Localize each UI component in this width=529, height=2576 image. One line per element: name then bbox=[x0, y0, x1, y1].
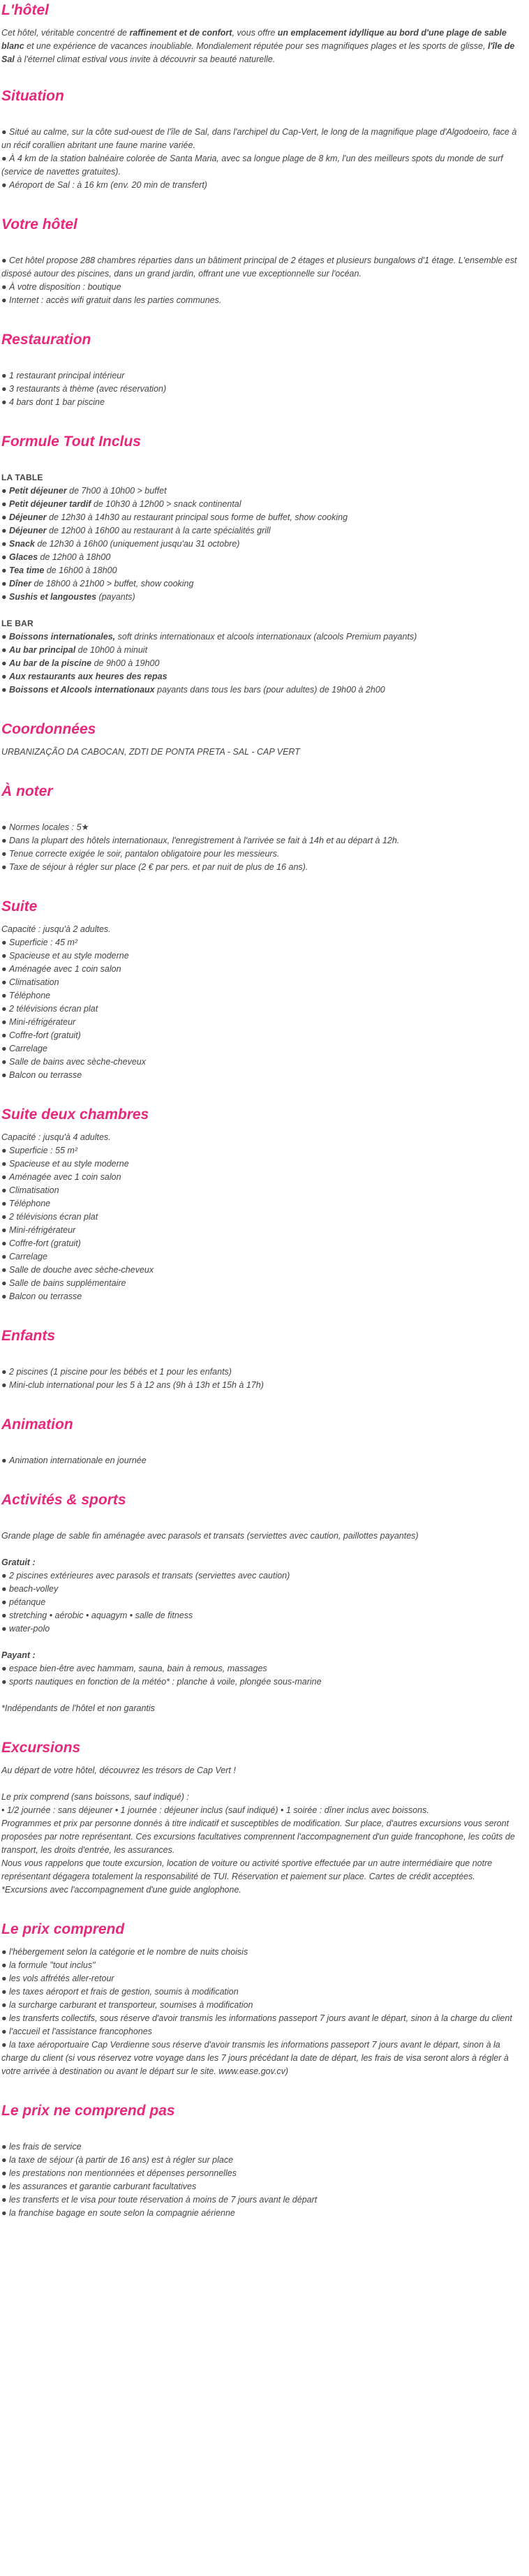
list-item: ● Balcon ou terrasse bbox=[1, 1291, 82, 1301]
list-item: ● Glaces de 12h00 à 18h00 bbox=[1, 552, 111, 562]
section-title-prix-comprend: Le prix comprend bbox=[1, 1921, 125, 1937]
section-title-suite: Suite bbox=[1, 898, 38, 915]
section-excursions bbox=[1, 1739, 525, 1897]
hotel-intro-bold: un emplacement idyllique au bord d'une plage de sable blanc bbox=[1, 28, 507, 51]
excursions-content bbox=[1, 1764, 525, 1897]
enfants-content bbox=[1, 1352, 525, 1392]
prix-comprend-content bbox=[1, 1946, 525, 2078]
section-enfants bbox=[1, 1327, 525, 1392]
hotel-intro-text: , vous offre bbox=[232, 28, 278, 38]
section-title-excursions: Excursions bbox=[1, 1740, 81, 1756]
suite-capacity: Capacité : jusqu'à 2 adultes. bbox=[1, 924, 111, 934]
list-item: ● les taxes aéroport et frais de gestion, soumis à modification bbox=[1, 1987, 239, 1997]
restauration-content bbox=[1, 356, 525, 409]
list-item: ● les frais de service bbox=[1, 2142, 82, 2152]
hotel-intro-bold: l'île de Sal bbox=[1, 41, 515, 64]
section-votre-hotel bbox=[1, 216, 525, 307]
votre-hotel-content bbox=[1, 241, 525, 307]
list-item: ● Au bar principal de 10h00 à minuit bbox=[1, 645, 148, 655]
list-item: ● Animation internationale en journée bbox=[1, 1456, 147, 1465]
gratuit-label: Gratuit : bbox=[1, 1557, 36, 1567]
list-item: ● Tea time de 16h00 à 18h00 bbox=[1, 565, 117, 575]
tout-inclus-content bbox=[1, 458, 525, 697]
address: URBANIZAÇÃO DA CABOCAN, ZDTI DE PONTA PRETA - SAL - CAP VERT bbox=[1, 747, 300, 757]
section-animation bbox=[1, 1416, 525, 1467]
section-title-restauration: Restauration bbox=[1, 332, 91, 348]
suite-deux-content bbox=[1, 1131, 525, 1303]
list-item: ● À 4 km de la station balnéaire colorée de Santa Maria, avec sa longue plage de 8 km, l'un des meilleurs spots du monde de surf (service de navettes gratuites). bbox=[1, 154, 503, 177]
bar-subheading: LE BAR bbox=[1, 619, 33, 628]
list-item: ● la taxe aéroportuaire Cap Verdienne sous réserve d'avoir transmis les informations passeport 7 jours avant le départ, sinon à la charge du client (si vous réservez votre voyage dans les 7 jours précédant la date de départ, les frais de visa seront alors à régler à votre arrivée à destination ou avant le départ sur le site. www.ease.gov.cv) bbox=[1, 2040, 509, 2076]
list-item: ● Taxe de séjour à régler sur place (2 € par pers. et par nuit de plus de 16 ans). bbox=[1, 862, 308, 872]
list-item: ● l'accueil et l'assistance francophones bbox=[1, 2027, 152, 2036]
list-item: ● Aménagée avec 1 coin salon bbox=[1, 964, 121, 974]
list-item: ● les prestations non mentionnées et dépenses personnelles bbox=[1, 2168, 237, 2178]
list-item: ● Mini-réfrigérateur bbox=[1, 1017, 76, 1027]
section-restauration bbox=[1, 331, 525, 409]
list-item: ● les vols affrétés aller-retour bbox=[1, 1974, 114, 1983]
list-item: ● Salle de douche avec sèche-cheveux bbox=[1, 1265, 154, 1275]
list-item: ● Snack de 12h30 à 16h00 (uniquement jusqu'au 31 octobre) bbox=[1, 539, 240, 549]
list-item: ● Balcon ou terrasse bbox=[1, 1070, 82, 1080]
list-item: ● l'hébergement selon la catégorie et le nombre de nuits choisis bbox=[1, 1947, 248, 1957]
list-item: ● Boissons et Alcools internationaux payants dans tous les bars (pour adultes) de 19h00 à 2h00 bbox=[1, 685, 385, 695]
section-tout-inclus bbox=[1, 433, 525, 697]
list-item: ● Téléphone bbox=[1, 1199, 51, 1208]
table-subheading: LA TABLE bbox=[1, 473, 43, 482]
list-item: ● Superficie : 45 m² bbox=[1, 938, 77, 947]
list-item: ● Spacieuse et au style moderne bbox=[1, 951, 129, 961]
list-item: ● stretching • aérobic • aquagym • salle de fitness bbox=[1, 1611, 193, 1620]
section-coordonnees bbox=[1, 720, 525, 759]
hotel-intro-text: Cet hôtel, véritable concentré de bbox=[1, 28, 130, 38]
list-item: ● la surcharge carburant et transporteur, soumises à modification bbox=[1, 2000, 253, 2010]
list-item: ● Au bar de la piscine de 9h00 à 19h00 bbox=[1, 658, 160, 668]
list-item: ● les transferts collectifs, sous réserve d'avoir transmis les informations passeport 7 jours avant le départ, sinon à la charge du client bbox=[1, 2013, 512, 2023]
section-title-animation: Animation bbox=[1, 1416, 73, 1433]
section-title-situation: Situation bbox=[1, 88, 64, 104]
list-item: ● Climatisation bbox=[1, 977, 59, 987]
list-item: ● À votre disposition : boutique bbox=[1, 282, 121, 292]
list-item: ● Sushis et langoustes (payants) bbox=[1, 592, 135, 602]
list-item: ● Dîner de 18h00 à 21h00 > buffet, show cooking bbox=[1, 579, 194, 589]
list-item: ● water-polo bbox=[1, 1624, 50, 1634]
section-situation bbox=[1, 87, 525, 192]
list-item: ● les assurances et garantie carburant facultatives bbox=[1, 2182, 197, 2191]
hotel-intro-bold: raffinement et de confort bbox=[129, 28, 232, 38]
section-prix-ne-comprend-pas bbox=[1, 2102, 525, 2220]
list-item: ● Spacieuse et au style moderne bbox=[1, 1159, 129, 1169]
list-item: ● la formule "tout inclus" bbox=[1, 1960, 96, 1970]
list-item: ● Téléphone bbox=[1, 991, 51, 1000]
activites-intro: Grande plage de sable fin aménagée avec parasols et transats (serviettes avec caution, paillottes payantes) bbox=[1, 1531, 419, 1541]
animation-content bbox=[1, 1441, 525, 1467]
section-prix-comprend bbox=[1, 1920, 525, 2078]
hotel-intro bbox=[1, 27, 525, 66]
situation-content bbox=[1, 112, 525, 192]
section-title-activites: Activités & sports bbox=[1, 1492, 126, 1508]
section-suite-deux-chambres bbox=[1, 1106, 525, 1303]
section-title-prix-ne-comprend-pas: Le prix ne comprend pas bbox=[1, 2103, 175, 2119]
list-item: ● Superficie : 55 m² bbox=[1, 1146, 77, 1155]
section-hotel bbox=[1, 1, 525, 66]
a-noter-content bbox=[1, 808, 525, 874]
list-item: ● Mini-club international pour les 5 à 12 ans (9h à 13h et 15h à 17h) bbox=[1, 1380, 264, 1390]
section-activites bbox=[1, 1491, 525, 1715]
excursions-paragraph: *Excursions avec l'accompagnement d'une guide anglophone. bbox=[1, 1885, 241, 1895]
list-item: ● Mini-réfrigérateur bbox=[1, 1225, 76, 1235]
list-item: ● Aménagée avec 1 coin salon bbox=[1, 1172, 121, 1182]
list-item: ● la taxe de séjour (à partir de 16 ans) est à régler sur place bbox=[1, 2155, 234, 2165]
list-item: ● 2 piscines extérieures avec parasols et transats (serviettes avec caution) bbox=[1, 1571, 290, 1581]
list-item: ● beach-volley bbox=[1, 1584, 59, 1594]
list-item: ● Dans la plupart des hôtels internationaux, l'enregistrement à l'arrivée se fait à 14h et au départ à 12h. bbox=[1, 836, 400, 845]
list-item: ● Situé au calme, sur la côte sud-ouest de l'île de Sal, dans l'archipel du Cap-Vert, le long de la magnifique plage d'Algodoeiro, face à un récif corallien abritant une faune marine variée. bbox=[1, 127, 517, 150]
list-item: ● Tenue correcte exigée le soir, pantalon obligatoire pour les messieurs. bbox=[1, 849, 280, 859]
list-item: ● sports nautiques en fonction de la météo* : planche à voile, plongée sous-marine bbox=[1, 1677, 322, 1687]
list-item: ● Déjeuner de 12h30 à 14h30 au restaurant principal sous forme de buffet, show cooking bbox=[1, 512, 348, 522]
excursions-paragraph: Nous vous rappelons que toute excursion, location de voiture ou activité sportive effectuée par un autre intermédiaire que notre représentant dégagera totalement la responsabilité de TUI. Réservation et paiement sur place. Cartes de crédit acceptées. bbox=[1, 1858, 493, 1881]
section-a-noter bbox=[1, 783, 525, 874]
list-item: ● 2 télévisions écran plat bbox=[1, 1212, 98, 1222]
excursions-paragraph: Le prix comprend (sans boissons, sauf indiqué) : bbox=[1, 1792, 189, 1802]
list-item: ● Carrelage bbox=[1, 1252, 47, 1261]
list-item: ● 4 bars dont 1 bar piscine bbox=[1, 397, 105, 407]
list-item: ● Salle de bains supplémentaire bbox=[1, 1278, 126, 1288]
list-item: ● 3 restaurants à thème (avec réservation) bbox=[1, 384, 167, 394]
list-item: ● Petit déjeuner tardif de 10h30 à 12h00 > snack continental bbox=[1, 499, 241, 509]
activites-content bbox=[1, 1516, 525, 1715]
section-title-coordonnees: Coordonnées bbox=[1, 721, 96, 737]
prix-ne-comprend-content bbox=[1, 2127, 525, 2220]
section-title-hotel: L'hôtel bbox=[1, 2, 49, 18]
list-item: ● Aux restaurants aux heures des repas bbox=[1, 672, 167, 681]
list-item: ● Petit déjeuner de 7h00 à 10h00 > buffet bbox=[1, 486, 167, 496]
activites-note: *Indépendants de l'hôtel et non garantis bbox=[1, 1703, 155, 1713]
hotel-intro-text: et une expérience de vacances inoubliable. Mondialement réputée pour ses magnifiques plages et les sports de glisse, bbox=[24, 41, 488, 51]
excursions-intro: Au départ de votre hôtel, découvrez les trésors de Cap Vert ! bbox=[1, 1766, 236, 1775]
list-item: ● 2 piscines (1 piscine pour les bébés et 1 pour les enfants) bbox=[1, 1367, 232, 1377]
list-item: ● espace bien-être avec hammam, sauna, bain à remous, massages bbox=[1, 1664, 267, 1673]
list-item: ● Carrelage bbox=[1, 1044, 47, 1053]
suite-content bbox=[1, 923, 525, 1082]
list-item: ● 1 restaurant principal intérieur bbox=[1, 371, 125, 380]
list-item: ● pétanque bbox=[1, 1597, 46, 1607]
list-item: ● Coffre-fort (gratuit) bbox=[1, 1238, 81, 1248]
list-item: ● la franchise bagage en soute selon la compagnie aérienne bbox=[1, 2208, 235, 2218]
section-title-votre-hotel: Votre hôtel bbox=[1, 216, 77, 232]
suite-deux-capacity: Capacité : jusqu'à 4 adultes. bbox=[1, 1132, 111, 1142]
list-item: ● Cet hôtel propose 288 chambres réparties dans un bâtiment principal de 2 étages et plusieurs bungalows d'1 étage. L'ensemble est disposé autour des piscines, dans un grand jardin, offrant une vue exceptionnelle sur l'océan. bbox=[1, 256, 517, 279]
list-item: ● 2 télévisions écran plat bbox=[1, 1004, 98, 1014]
list-item: ● Internet : accès wifi gratuit dans les parties communes. bbox=[1, 295, 222, 305]
list-item: ● Boissons internationales, soft drinks internationaux et alcools internationaux (alcools Premium payants) bbox=[1, 632, 417, 642]
section-suite bbox=[1, 898, 525, 1082]
payant-label: Payant : bbox=[1, 1650, 36, 1660]
excursions-paragraph: Programmes et prix par personne donnés à titre indicatif et susceptibles de modification. Sur place, d'autres excursions vous seront proposées par notre représentant. Ces excursions facultatives comprennent l'accompagnement d'un guide francophone, les coûts de transport, les droits d'entrée, les assurances. bbox=[1, 1819, 515, 1855]
list-item: ● Coffre-fort (gratuit) bbox=[1, 1030, 81, 1040]
list-item: ● les transferts et le visa pour toute réservation à moins de 7 jours avant le départ bbox=[1, 2195, 318, 2205]
list-item: ● Climatisation bbox=[1, 1185, 59, 1195]
section-title-enfants: Enfants bbox=[1, 1328, 56, 1344]
section-title-a-noter: À noter bbox=[1, 783, 53, 799]
excursions-paragraph: • 1/2 journée : sans déjeuner • 1 journée : déjeuner inclus (sauf indiqué) • 1 soirée : dîner inclus avec boissons. bbox=[1, 1805, 429, 1815]
list-item: ● Normes locales : 5★ bbox=[1, 822, 89, 832]
section-title-tout-inclus: Formule Tout Inclus bbox=[1, 434, 141, 450]
list-item: ● Déjeuner de 12h00 à 16h00 au restaurant à la carte spécialités grill bbox=[1, 526, 271, 535]
section-title-suite-deux-chambres: Suite deux chambres bbox=[1, 1106, 149, 1123]
hotel-intro-text: à l'éternel climat estival vous invite à découvrir sa beauté naturelle. bbox=[14, 54, 276, 64]
list-item: ● Aéroport de Sal : à 16 km (env. 20 min de transfert) bbox=[1, 180, 207, 190]
list-item: ● Salle de bains avec sèche-cheveux bbox=[1, 1057, 146, 1067]
coordonnees-content bbox=[1, 746, 525, 759]
